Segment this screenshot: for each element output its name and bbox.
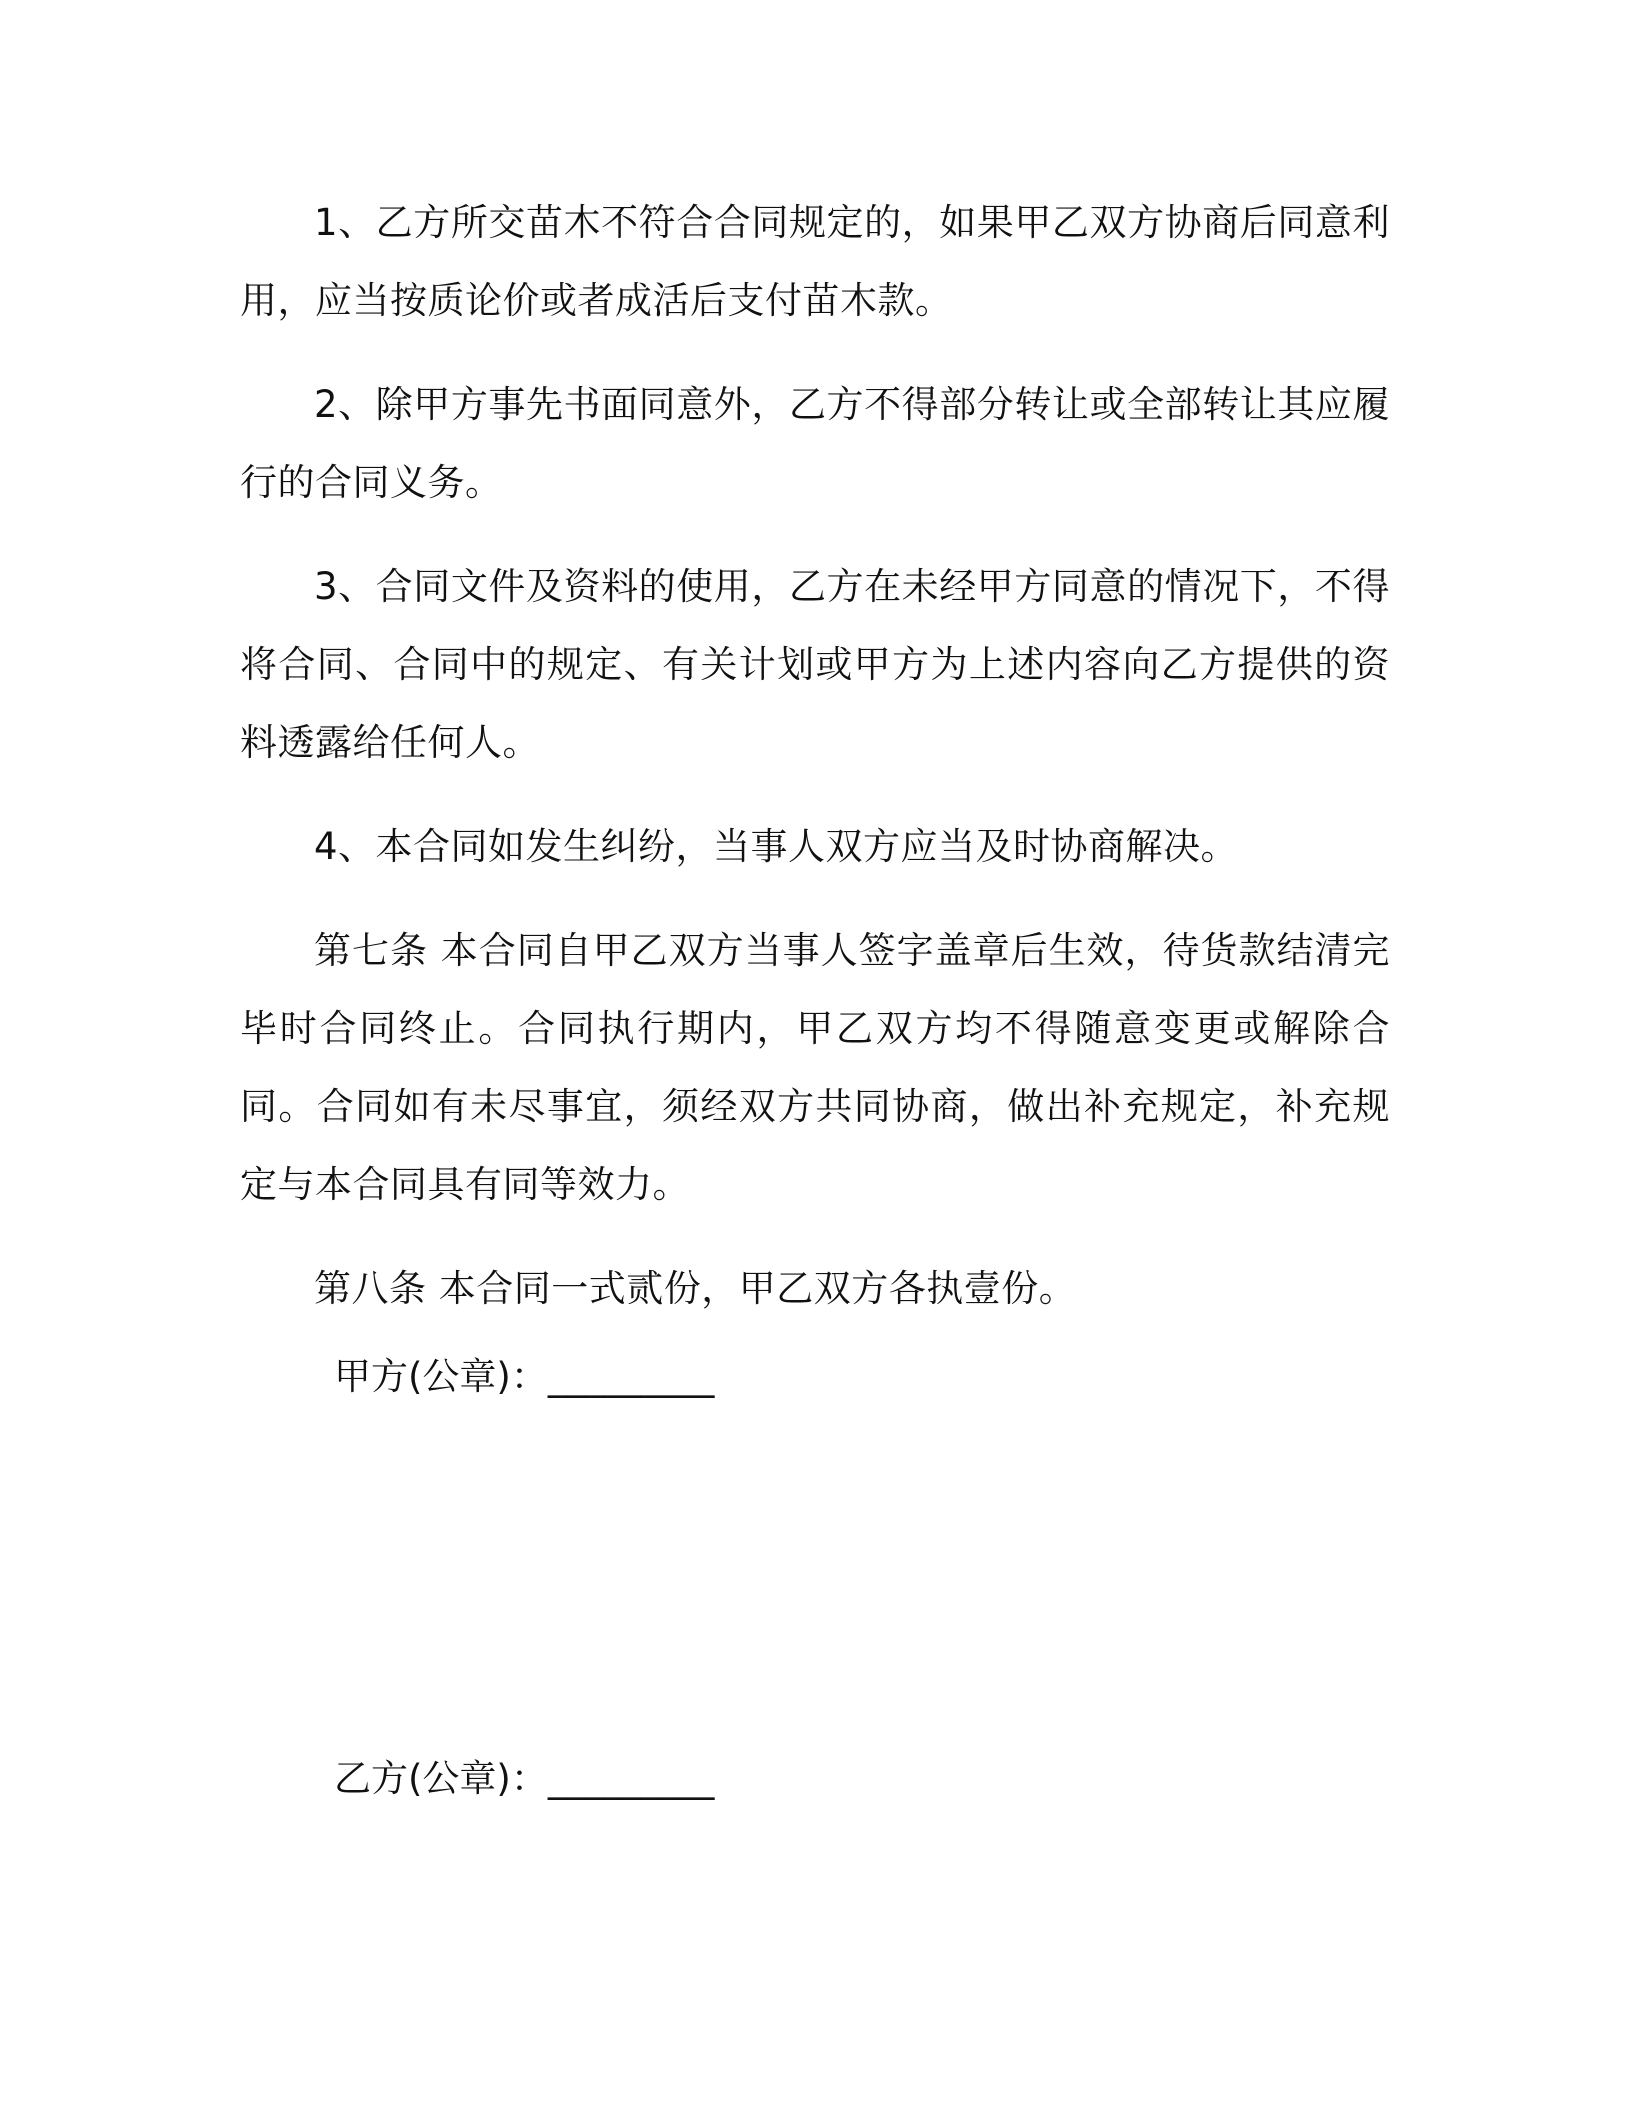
article-8: 第八条 本合同一式贰份，甲乙双方各执壹份。 [314,1267,1077,1310]
document-body [240,184,1390,1354]
party-a-blank: _________ [547,1355,715,1398]
party-b-label: 乙方(公章)： [334,1757,548,1800]
clause-4: 4、本合同如发生纠纷，当事人双方应当及时协商解决。 [314,825,1239,868]
clause-3: 3、合同文件及资料的使用，乙方在未经甲方同意的情况下，不得将合同、合同中的规定、有关计划或甲方为上述内容向乙方提供的资料透露给任何人。 [240,565,1390,764]
party-b-blank: _________ [547,1757,715,1800]
clause-1: 1、乙方所交苗木不符合合同规定的，如果甲乙双方协商后同意利用，应当按质论价或者成活后支付苗木款。 [240,201,1390,322]
clause-2: 2、除甲方事先书面同意外，乙方不得部分转让或全部转让其应履行的合同义务。 [240,383,1390,504]
party-b-signature [334,1740,714,1818]
article-7: 第七条 本合同自甲乙双方当事人签字盖章后生效，待货款结清完毕时合同终止。合同执行期内，甲乙双方均不得随意变更或解除合同。合同如有未尽事宜，须经双方共同协商，做出补充规定，补充规定与本合同具有同等效力。 [240,929,1390,1206]
party-a-label: 甲方(公章)： [334,1355,548,1398]
party-a-signature [334,1338,714,1416]
